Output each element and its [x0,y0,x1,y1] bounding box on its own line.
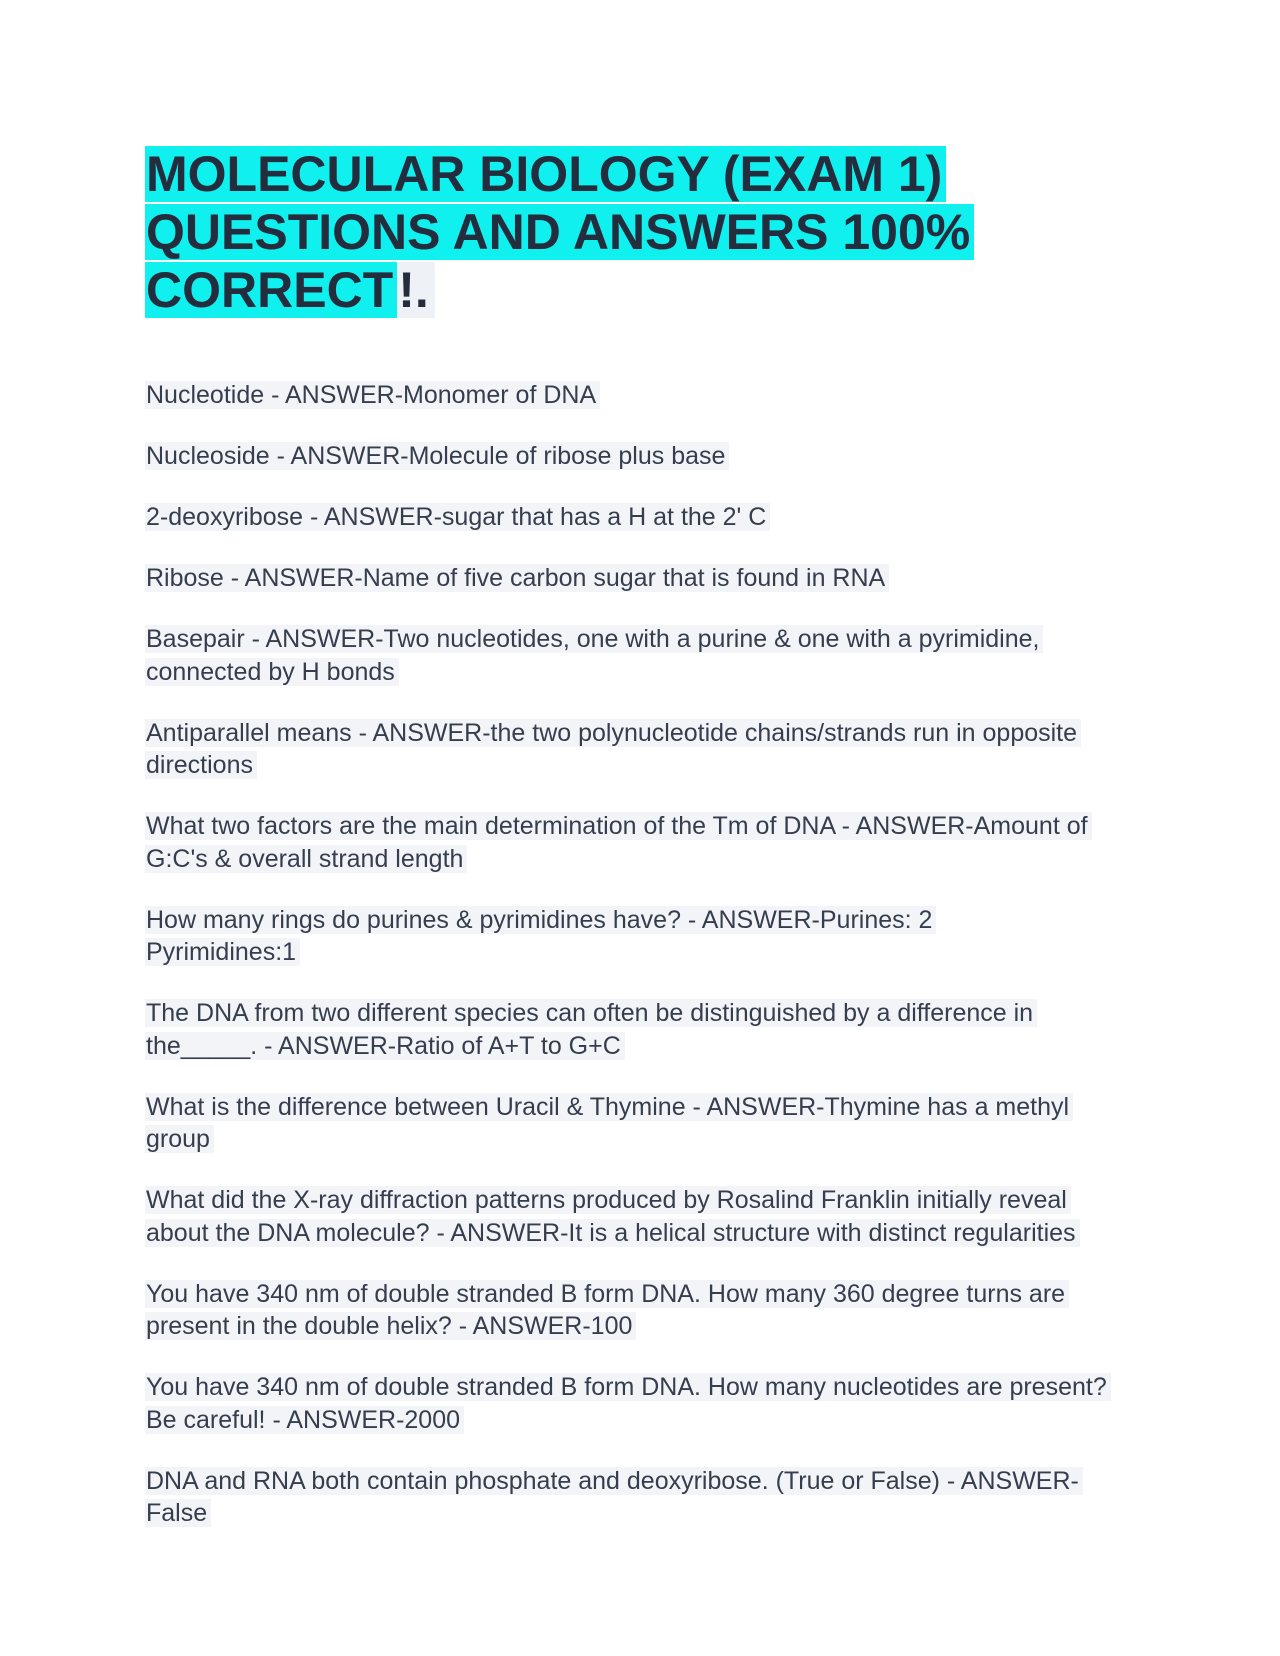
qa-paragraph-row [145,1093,1145,1126]
qa-paragraph-row [145,1406,1145,1439]
qa-line: Nucleoside - ANSWER-Molecule of ribose plus base [145,442,729,470]
qa-line: What two factors are the main determination of the Tm of DNA - ANSWER-Amount of [145,812,1092,840]
qa-paragraph-row [145,999,1145,1032]
document-body [145,381,1145,1532]
qa-line: How many rings do purines & pyrimidines have? - ANSWER-Purines: 2 [145,906,936,934]
qa-paragraph-row [145,564,1145,597]
qa-paragraph-row [145,1125,1145,1158]
qa-paragraph-row [145,1032,1145,1065]
qa-line: Nucleotide - ANSWER-Monomer of DNA [145,381,600,409]
qa-paragraph-row [145,1373,1145,1406]
qa-paragraph [145,719,1145,784]
qa-line: the_____. - ANSWER-Ratio of A+T to G+C [145,1032,625,1060]
qa-paragraph-row [145,906,1145,939]
qa-paragraph-row [145,503,1145,536]
qa-paragraph-row [145,938,1145,971]
qa-paragraph [145,906,1145,971]
qa-paragraph-row [145,719,1145,752]
qa-paragraph [145,564,1145,597]
title-line-3: CORRECT [145,262,397,318]
qa-paragraph [145,503,1145,536]
qa-line: directions [145,751,257,779]
qa-line: group [145,1125,214,1153]
qa-line: You have 340 nm of double stranded B form DNA. How many nucleotides are present? [145,1373,1111,1401]
qa-line: Pyrimidines:1 [145,938,300,966]
qa-line: Be careful! - ANSWER-2000 [145,1406,464,1434]
title-row [145,261,1145,319]
qa-paragraph [145,1093,1145,1158]
qa-paragraph [145,1467,1145,1532]
qa-line: 2-deoxyribose - ANSWER-sugar that has a H at the 2' C [145,503,770,531]
qa-paragraph-row [145,751,1145,784]
qa-line: The DNA from two different species can often be distinguished by a difference in [145,999,1037,1027]
qa-line: What is the difference between Uracil & Thymine - ANSWER-Thymine has a methyl [145,1093,1073,1121]
qa-line: connected by H bonds [145,658,399,686]
qa-paragraph-row [145,442,1145,475]
qa-paragraph [145,1186,1145,1251]
qa-line: What did the X-ray diffraction patterns produced by Rosalind Franklin initially reveal [145,1186,1071,1214]
qa-paragraph-row [145,381,1145,414]
document-content [145,145,1145,1560]
qa-paragraph [145,625,1145,690]
qa-line: G:C's & overall strand length [145,845,467,873]
qa-paragraph-row [145,845,1145,878]
qa-paragraph-row [145,1280,1145,1313]
qa-line: You have 340 nm of double stranded B form DNA. How many 360 degree turns are [145,1280,1069,1308]
title-row [145,145,1145,203]
title-tail-punctuation: !. [397,262,435,318]
qa-paragraph [145,1373,1145,1438]
qa-line: DNA and RNA both contain phosphate and deoxyribose. (True or False) - ANSWER- [145,1467,1083,1495]
title-row [145,203,1145,261]
qa-line: about the DNA molecule? - ANSWER-It is a helical structure with distinct regularities [145,1219,1080,1247]
qa-paragraph-row [145,1499,1145,1532]
document-title [145,145,1145,319]
qa-paragraph [145,812,1145,877]
title-line-2: QUESTIONS AND ANSWERS 100% [145,204,974,260]
qa-paragraph-row [145,1467,1145,1500]
qa-paragraph-row [145,658,1145,691]
qa-paragraph [145,999,1145,1064]
qa-paragraph-row [145,625,1145,658]
qa-paragraph-row [145,1312,1145,1345]
qa-paragraph [145,381,1145,414]
qa-line: False [145,1499,211,1527]
qa-paragraph-row [145,812,1145,845]
qa-line: Antiparallel means - ANSWER-the two polynucleotide chains/strands run in opposite [145,719,1081,747]
qa-paragraph [145,442,1145,475]
title-line-1: MOLECULAR BIOLOGY (EXAM 1) [145,146,946,202]
qa-line: present in the double helix? - ANSWER-100 [145,1312,636,1340]
qa-paragraph-row [145,1219,1145,1252]
qa-paragraph [145,1280,1145,1345]
qa-line: Basepair - ANSWER-Two nucleotides, one with a purine & one with a pyrimidine, [145,625,1043,653]
qa-line: Ribose - ANSWER-Name of five carbon sugar that is found in RNA [145,564,889,592]
qa-paragraph-row [145,1186,1145,1219]
